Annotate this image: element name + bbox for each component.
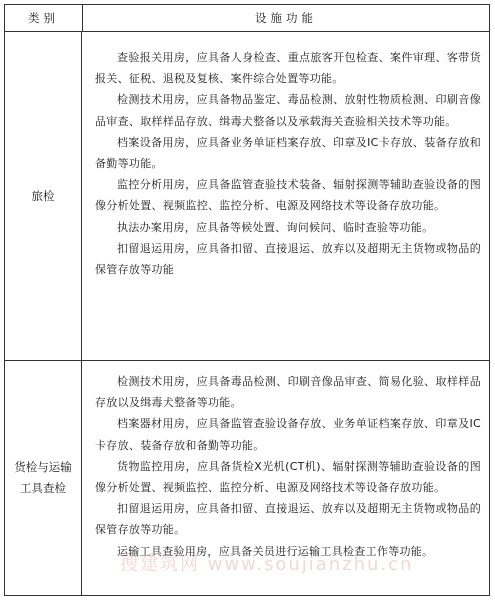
row-category: 旅检 [5, 32, 82, 360]
header-category: 类别 [5, 5, 83, 31]
description-paragraph: 检测技术用房，应具备毒品检测、印刷音像品审查、简易化验、取样样品存放以及缉毒犬整备等功能。 [95, 375, 481, 410]
header-function: 设施功能 [255, 11, 317, 25]
description-paragraph: 检测技术用房，应具备物品鉴定、毒品检测、放射性物质检测、印刷音像品审查、取样样品存放、缉毒犬整备以及承载海关查验相关技术等功能。 [95, 93, 481, 128]
row-description [83, 32, 489, 360]
table-row [5, 32, 489, 361]
description-paragraph: 运输工具查验用房，应具备关员进行运输工具检查工作等功能。 [117, 544, 434, 558]
description-paragraph: 查验报关用房，应具备人身检查、重点旅客开包检查、案件审理、客带货报关、征税、退税及复核、案件综合处置等功能。 [95, 51, 481, 86]
table-header [5, 5, 489, 32]
description-paragraph: 监控分析用房，应具备监管查验技术装备、辐射探测等辅助查验设备的图像分析处置、视频监控、监控分析、电源及网络技术等设备存放功能。 [95, 178, 481, 213]
row-category: 货检与运输工具查检 [5, 361, 82, 595]
description-paragraph: 执法办案用房，应具备等候处置、询问候问、临时查验等功能。 [117, 220, 434, 234]
watermark: 搜建筑网 www.soujianzhu.cn [120, 554, 414, 575]
description-paragraph: 扣留退运用房，应具备扣留、直接退运、放弃以及超期无主货物或物品的保管存放等功能。 [95, 502, 481, 537]
facility-table [4, 4, 490, 596]
description-paragraph: 档案设备用房，应具备业务单证档案存放、印章及IC卡存放、装备存放和备勤等功能。 [95, 135, 481, 171]
description-paragraph: 扣留退运用房，应具备扣留、直接退运、放弃以及超期无主货物或物品的保管存放等功能 [95, 241, 481, 277]
description-paragraph: 货物监控用房，应具备货检X光机(CT机)、辐射探测等辅助查验设备的图像分析处置、视频监控、监控分析、电源及网络技术等设备存放功能。 [95, 459, 481, 495]
description-paragraph: 档案器材用房，应具备监管查验设备存放、业务单证档案存放、印章及IC卡存放、装备存放和备勤等功能。 [95, 417, 481, 452]
